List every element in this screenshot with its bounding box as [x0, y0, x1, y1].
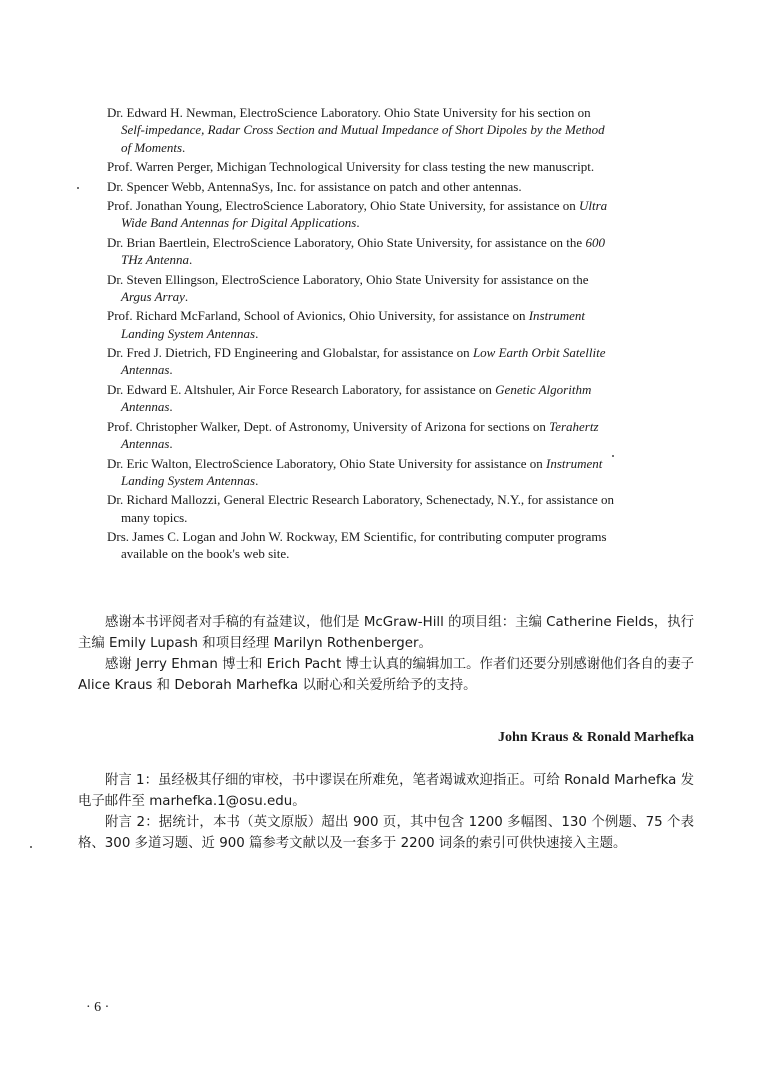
entry-text: Drs. James C. Logan and John W. Rockway, EM Scientific, for contributing computer programs available on the book's web site.	[107, 529, 607, 562]
acknowledgment-entry	[107, 197, 617, 232]
entry-italic-text: Argus Array	[121, 288, 185, 304]
scan-speck	[30, 846, 32, 848]
entry-text: Dr. Steven Ellingson, ElectroScience Laboratory, Ohio State University for assistance on the	[107, 271, 589, 287]
entry-text-end: .	[255, 325, 259, 341]
entry-text-end: .	[356, 215, 360, 231]
entry-text-end: .	[189, 252, 193, 268]
acknowledgment-entry	[107, 528, 617, 563]
entry-text: Prof. Jonathan Young, ElectroScience Laboratory, Ohio State University, for assistance on	[107, 198, 579, 214]
acknowledgment-entry	[107, 178, 617, 195]
entry-text: Dr. Edward E. Altshuler, Air Force Research Laboratory, for assistance on	[107, 381, 496, 397]
entry-text: Dr. Spencer Webb, AntennaSys, Inc. for assistance on patch and other antennas.	[107, 178, 522, 194]
entry-text: Dr. Eric Walton, ElectroScience Laboratory, Ohio State University for assistance on	[107, 455, 547, 471]
entry-text-end: .	[169, 399, 173, 415]
acknowledgment-entry	[107, 381, 617, 416]
entry-italic-text: Instrument Landing System Antennas	[121, 455, 603, 488]
thanks-paragraph: 感谢 Jerry Ehman 博士和 Erich Pacht 博士认真的编辑加工。作者们还要分别感谢他们各自的妻子 Alice Kraus 和 Deborah Marhefka 以耐心和关爱所给予的支持。	[78, 657, 694, 693]
thanks-section	[78, 612, 694, 696]
acknowledgment-entry	[107, 455, 617, 490]
entry-text: Prof. Richard McFarland, School of Avionics, Ohio University, for assistance on	[107, 308, 529, 324]
entry-italic-text: Genetic Algorithm Antennas	[121, 381, 592, 415]
page-number: · 6 ·	[86, 1000, 110, 1015]
acknowledgment-entry	[107, 307, 617, 342]
acknowledgment-entry	[107, 158, 617, 175]
postscript-section	[78, 770, 694, 854]
entry-text: Prof. Warren Perger, Michigan Technological University for class testing the new manuscript.	[107, 159, 595, 175]
author-signature: John Kraus & Ronald Marhefka	[497, 730, 694, 745]
entry-text: Dr. Richard Mallozzi, General Electric Research Laboratory, Schenectady, N.Y., for assistance on many topics.	[107, 492, 615, 525]
acknowledgment-entry	[107, 418, 617, 453]
acknowledgment-entry	[107, 271, 617, 306]
entry-text-end: .	[255, 472, 259, 488]
acknowledgment-list	[107, 104, 617, 565]
acknowledgment-entry	[107, 234, 617, 269]
entry-italic-text: Self-impedance, Radar Cross Section and Mutual Impedance of Short Dipoles by the Method of Moments	[121, 122, 605, 155]
entry-italic-text: Ultra Wide Band Antennas for Digital Applications	[121, 198, 608, 231]
entry-italic-text: 600 THz Antenna	[121, 234, 605, 268]
entry-italic-text: Low Earth Orbit Satellite Antennas	[121, 345, 606, 378]
acknowledgment-entry	[107, 104, 617, 156]
entry-text-end: .	[184, 288, 189, 304]
entry-text-end: .	[182, 139, 186, 155]
thanks-paragraph: 感谢本书评阅者对手稿的有益建议，他们是 McGraw-Hill 的项目组：主编 Catherine Fields，执行主编 Emily Lupash 和项目经理 Marilyn Rothenberger。	[78, 615, 694, 651]
entry-text-end: .	[169, 436, 173, 452]
entry-text: Dr. Brian Baertlein, ElectroScience Laboratory, Ohio State University, for assistance on the	[107, 234, 586, 250]
entry-text: Dr. Edward H. Newman, ElectroScience Laboratory. Ohio State University for his section on	[107, 105, 591, 120]
postscript-paragraph: 附言 1：虽经极其仔细的审校，书中谬误在所难免，笔者竭诚欢迎指正。可给 Ronald Marhefka 发电子邮件至 marhefka.1@osu.edu。	[78, 773, 694, 809]
scan-speck	[77, 187, 79, 189]
entry-text: Prof. Christopher Walker, Dept. of Astronomy, University of Arizona for sections on	[107, 418, 550, 434]
entry-italic-text: Instrument Landing System Antennas	[121, 308, 586, 341]
acknowledgment-entry	[107, 344, 617, 379]
entry-italic-text: Terahertz Antennas	[121, 418, 599, 452]
entry-text: Dr. Fred J. Dietrich, FD Engineering and Globalstar, for assistance on	[107, 345, 473, 361]
entry-text-end: .	[169, 362, 173, 378]
scan-speck	[612, 455, 614, 457]
acknowledgment-entry	[107, 491, 617, 526]
postscript-paragraph: 附言 2：据统计，本书（英文原版）超出 900 页，其中包含 1200 多幅图、130 个例题、75 个表格、300 多道习题、近 900 篇参考文献以及一套多于 2200 词条的索引可供快速接入主题。	[78, 815, 694, 851]
